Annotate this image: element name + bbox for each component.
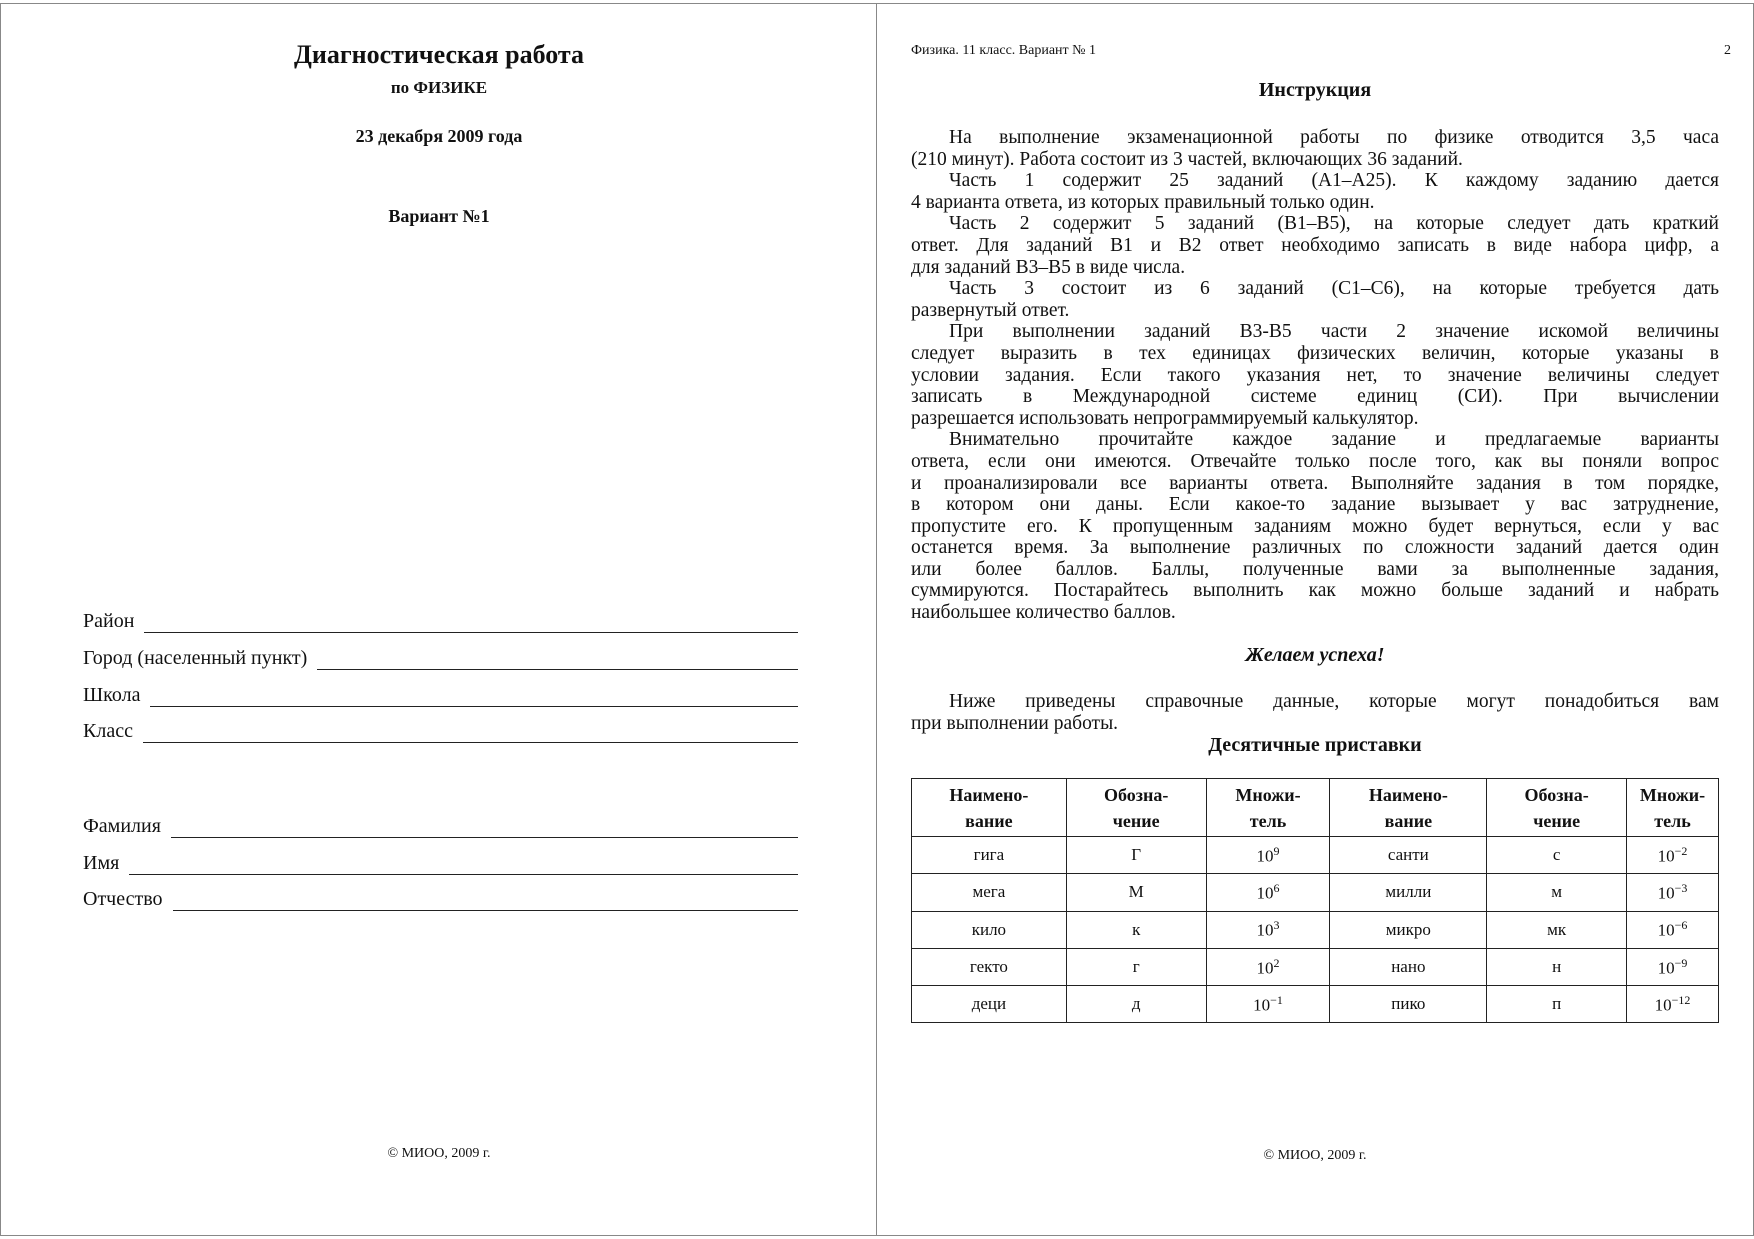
multiplier-cell: [1627, 986, 1719, 1023]
prefix-name-cell: кило: [912, 911, 1067, 948]
multiplier-cell: [1627, 948, 1719, 985]
text-line: При выполнении заданий В3-В5 части 2 значение искомой величины: [949, 321, 1719, 343]
base: 10: [1654, 995, 1672, 1015]
text-line: следует выразить в тех единицах физических величин, которые указаны в: [911, 342, 1719, 364]
text-line: или более баллов. Баллы, полученные вами за выполненные задания,: [911, 558, 1719, 580]
exponent: 3: [1273, 918, 1280, 933]
prefix-name-cell: милли: [1330, 874, 1487, 911]
symbol-cell: М: [1066, 874, 1206, 911]
text-line: Ниже приведены справочные данные, которые могут понадобиться вам: [949, 691, 1719, 712]
field-label: Школа: [83, 684, 141, 706]
field-line[interactable]: [129, 855, 798, 875]
text-line: развернутый ответ.: [911, 299, 1070, 321]
subject: по ФИЗИКЕ: [390, 78, 488, 97]
base: 10: [1657, 921, 1675, 941]
text-line: при выполнении работы.: [911, 712, 1119, 734]
base: 10: [1256, 846, 1274, 866]
base: 10: [1657, 958, 1675, 978]
column-header: Обозна- чение: [1066, 779, 1206, 837]
text-line: останется время. За выполнение различных по сложности заданий дается один: [911, 537, 1719, 559]
prefix-name-cell: деци: [912, 986, 1067, 1023]
text-line: ответа, если они имеются. Отвечайте только после того, как вы поняли вопрос: [911, 450, 1719, 472]
table-row: [912, 837, 1719, 874]
field-line[interactable]: [171, 818, 798, 838]
column-header: Обозна- чение: [1487, 779, 1627, 837]
text-line: и проанализировали все варианты ответа. Выполняйте задания в том порядке,: [911, 472, 1719, 494]
text-line: разрешается использовать непрограммируемый калькулятор.: [911, 407, 1419, 429]
document-title: Диагностическая работа: [293, 40, 585, 69]
field-line[interactable]: [144, 613, 798, 633]
text-line: Внимательно прочитайте каждое задание и предлагаемые варианты: [949, 429, 1719, 451]
symbol-cell: Г: [1066, 837, 1206, 874]
base: 10: [1657, 846, 1675, 866]
symbol-cell: г: [1066, 948, 1206, 985]
prefix-name-cell: санти: [1330, 837, 1487, 874]
text-line: наибольшее количество баллов.: [911, 602, 1176, 624]
multiplier-cell: [1206, 948, 1330, 985]
field-district[interactable]: [83, 607, 798, 633]
multiplier-cell: [1627, 874, 1719, 911]
prefix-name-cell: нано: [1330, 948, 1487, 985]
symbol-cell: к: [1066, 911, 1206, 948]
table-title: Десятичные приставки: [1208, 734, 1422, 756]
base: 10: [1253, 995, 1271, 1015]
title-page: [0, 3, 878, 1236]
field-label: Фамилия: [83, 815, 161, 837]
exponent: −12: [1671, 993, 1691, 1007]
multiplier-cell: [1206, 837, 1330, 874]
text-line: Часть 1 содержит 25 заданий (А1–А25). К каждому заданию дается: [949, 170, 1719, 192]
field-surname[interactable]: [83, 812, 798, 838]
field-class[interactable]: [83, 717, 798, 743]
text-line: записать в Международной системе единиц (СИ). При вычислении: [911, 386, 1719, 408]
exam-date: 23 декабря 2009 года: [355, 126, 523, 146]
multiplier-cell: [1206, 911, 1330, 948]
text-line: для заданий В3–В5 в виде числа.: [911, 256, 1186, 278]
prefix-name-cell: мега: [912, 874, 1067, 911]
exponent: −9: [1674, 955, 1688, 970]
symbol-cell: д: [1066, 986, 1206, 1023]
instruction-heading: Инструкция: [1258, 79, 1372, 101]
text-line: в котором они даны. Если какое-то задание вызывает у вас затруднение,: [911, 494, 1719, 516]
field-label: Отчество: [83, 888, 163, 910]
multiplier-cell: [1627, 837, 1719, 874]
field-line[interactable]: [143, 723, 798, 743]
field-name[interactable]: [83, 849, 798, 875]
multiplier-cell: [1206, 986, 1330, 1023]
prefix-name-cell: микро: [1330, 911, 1487, 948]
variant: Вариант №1: [388, 206, 490, 226]
prefix-table: [911, 778, 1719, 1023]
field-line[interactable]: [317, 650, 798, 670]
prefix-name-cell: гекто: [912, 948, 1067, 985]
text-line: суммируются. Постарайтесь выполнить как можно больше заданий и набрать: [911, 580, 1719, 602]
multiplier-cell: [1627, 911, 1719, 948]
reference-intro: [911, 691, 1719, 734]
symbol-cell: н: [1487, 948, 1627, 985]
exponent: −1: [1270, 993, 1283, 1007]
symbol-cell: мк: [1487, 911, 1627, 948]
exponent: −3: [1674, 881, 1688, 896]
symbol-cell: п: [1487, 986, 1627, 1023]
table-row: [912, 948, 1719, 985]
instruction-text: [911, 127, 1719, 624]
base: 10: [1256, 958, 1274, 978]
exponent: −6: [1674, 918, 1688, 933]
symbol-cell: с: [1487, 837, 1627, 874]
field-city[interactable]: [83, 644, 798, 670]
copyright: © МИОО, 2009 г.: [387, 1146, 491, 1161]
text-line: условии задания. Если такого указания нет, то значение величины следует: [911, 364, 1719, 386]
copyright: © МИОО, 2009 г.: [1263, 1148, 1367, 1163]
base: 10: [1256, 921, 1274, 941]
running-header: Физика. 11 класс. Вариант № 1: [911, 43, 1097, 58]
text-line: (210 минут). Работа состоит из 3 частей, включающих 36 заданий.: [911, 148, 1463, 170]
column-header: Наимено- вание: [912, 779, 1067, 837]
wish-text: Желаем успеха!: [1245, 644, 1385, 666]
table-row: [912, 986, 1719, 1023]
symbol-cell: м: [1487, 874, 1627, 911]
field-label: Город (населенный пункт): [83, 647, 308, 669]
exponent: −2: [1674, 843, 1688, 858]
prefix-name-cell: пико: [1330, 986, 1487, 1023]
text-line: ответ. Для заданий В1 и В2 ответ необходимо записать в виде набора цифр, а: [911, 234, 1719, 256]
instruction-page: [876, 3, 1754, 1236]
table-row: [912, 911, 1719, 948]
base: 10: [1657, 883, 1675, 903]
field-school[interactable]: [83, 681, 798, 707]
text-line: 4 варианта ответа, из которых правильный только один.: [911, 191, 1375, 213]
table-row: [912, 874, 1719, 911]
field-label: Район: [83, 610, 135, 632]
field-label: Имя: [83, 852, 120, 874]
base: 10: [1256, 883, 1274, 903]
page-number: 2: [1724, 43, 1731, 58]
field-line[interactable]: [150, 687, 798, 707]
field-line[interactable]: [173, 891, 798, 911]
exponent: 2: [1273, 955, 1280, 970]
exponent: 9: [1273, 843, 1280, 858]
text-line: На выполнение экзаменационной работы по физике отводится 3,5 часа: [949, 127, 1719, 148]
text-line: пропустите его. К пропущенным заданиям можно будет вернуться, если у вас: [911, 515, 1719, 537]
prefix-name-cell: гига: [912, 837, 1067, 874]
multiplier-cell: [1206, 874, 1330, 911]
column-header: Множи- тель: [1206, 779, 1330, 837]
field-label: Класс: [83, 720, 133, 742]
text-line: Часть 3 состоит из 6 заданий (С1–С6), на которые требуется дать: [949, 278, 1719, 300]
field-patronymic[interactable]: [83, 885, 798, 911]
column-header: Наимено- вание: [1330, 779, 1487, 837]
column-header: Множи- тель: [1627, 779, 1719, 837]
text-line: Часть 2 содержит 5 заданий (В1–В5), на которые следует дать краткий: [949, 213, 1719, 235]
exponent: 6: [1273, 881, 1280, 896]
